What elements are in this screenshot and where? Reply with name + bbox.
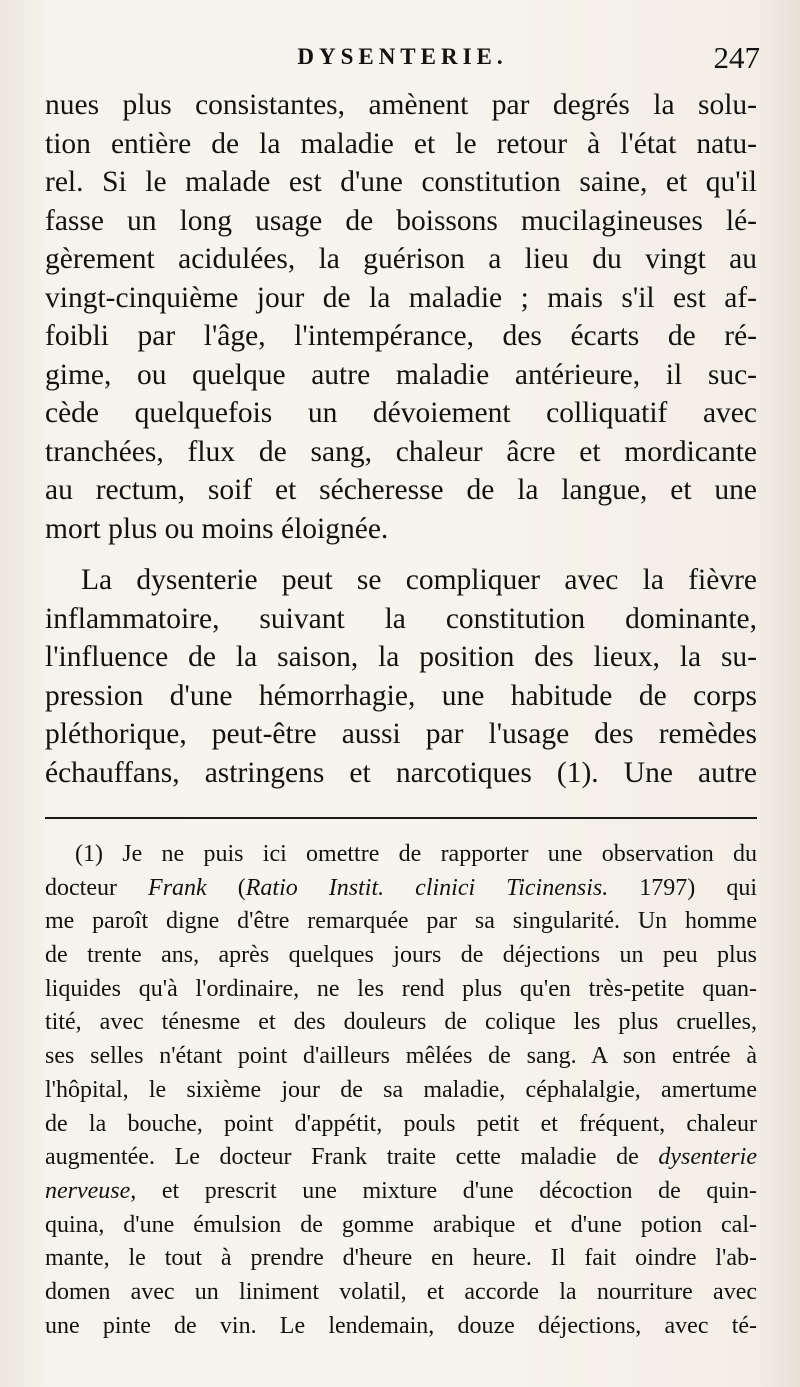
- author-name: Frank: [148, 874, 207, 901]
- footnote-line: [45, 1141, 757, 1175]
- text-line: pression d'une hémorrhagie, une habitude de corps: [45, 679, 757, 712]
- text-line: La dysenterie peut se compliquer avec la fièvre: [81, 564, 757, 596]
- text-line: l'influence de la saison, la position des lieux, la su-: [45, 641, 757, 673]
- footnote-rule: [45, 817, 757, 819]
- text-line: échauffans, astringens et narcotiques (1). Une autre: [45, 756, 757, 789]
- text-line: inflammatoire, suivant la constitution dominante,: [45, 602, 757, 635]
- footnote-line: liquides qu'à l'ordinaire, ne les rend plus qu'en très-petite quan-: [45, 975, 757, 1002]
- footnote-line: domen avec un liniment volatil, et accorde la nourriture avec: [45, 1278, 757, 1305]
- footnote-line: une pinte de vin. Le lendemain, douze déjections, avec té-: [45, 1312, 757, 1339]
- footnote-line: quina, d'une émulsion de gomme arabique et d'une potion cal-: [45, 1211, 757, 1238]
- page-header: [45, 40, 760, 84]
- footnote-text: 1797) qui: [608, 874, 757, 901]
- footnote-line: l'hôpital, le sixième jour de sa maladie, céphalalgie, amertume: [45, 1076, 757, 1103]
- text-line: tion entière de la maladie et le retour à l'état natu-: [45, 127, 757, 160]
- footnote-line: ses selles n'étant point d'ailleurs mêlées de sang. A son entrée à: [45, 1043, 757, 1070]
- footnote-line: (1) Je ne puis ici omettre de rapporter une observation du: [75, 841, 757, 867]
- italic-term: nerveuse: [45, 1177, 131, 1204]
- main-text: [45, 86, 757, 792]
- italic-term: dysenterie: [658, 1144, 757, 1171]
- text-line: foibli par l'âge, l'intempérance, des écarts de ré-: [45, 320, 757, 352]
- text-line: vingt-cinquième jour de la maladie ; mais s'il est af-: [45, 281, 757, 314]
- page-number: 247: [713, 40, 760, 75]
- text-line: cède quelquefois un dévoiement colliquatif avec: [45, 397, 757, 429]
- text-line: fasse un long usage de boissons mucilagineuses lé-: [45, 204, 757, 237]
- text-line: pléthorique, peut-être aussi par l'usage des remèdes: [45, 718, 757, 750]
- text-line: au rectum, soif et sécheresse de la langue, et une: [45, 474, 757, 506]
- work-title: Ratio Instit. clinici Ticinensis.: [245, 874, 609, 901]
- footnote-text: (: [206, 874, 246, 901]
- text-line: gime, ou quelque autre maladie antérieure, il suc-: [45, 358, 757, 391]
- text-line: gèrement acidulées, la guérison a lieu du vingt au: [45, 243, 757, 275]
- footnote-text: augmentée. Le docteur Frank traite cette maladie de: [45, 1144, 659, 1171]
- footnote-line: de trente ans, après quelques jours de déjections un peu plus: [45, 942, 757, 969]
- running-head: DYSENTERIE.: [297, 44, 508, 69]
- footnote-line: de la bouche, point d'appétit, pouls petit et fréquent, chaleur: [45, 1110, 757, 1137]
- footnote-line: mante, le tout à prendre d'heure en heure. Il fait oindre l'ab-: [45, 1245, 757, 1272]
- footnote-line: tité, avec ténesme et des douleurs de colique les plus cruelles,: [45, 1009, 757, 1036]
- text-line: rel. Si le malade est d'une constitution saine, et qu'il: [45, 166, 757, 198]
- footnote-line: me paroît digne d'être remarquée par sa singularité. Un homme: [45, 908, 757, 935]
- footnote-line: [45, 1175, 757, 1209]
- footnote-text: , et prescrit une mixture d'une décoction de quin-: [130, 1177, 757, 1204]
- footnote-text: docteur: [45, 874, 149, 901]
- text-line: tranchées, flux de sang, chaleur âcre et mordicante: [45, 435, 757, 468]
- text-line: nues plus consistantes, amènent par degrés la solu-: [45, 89, 757, 121]
- footnote: [45, 838, 757, 1343]
- paragraph-gap: [45, 548, 757, 561]
- footnote-line: [45, 872, 757, 906]
- text-line: mort plus ou moins éloignée.: [45, 512, 389, 545]
